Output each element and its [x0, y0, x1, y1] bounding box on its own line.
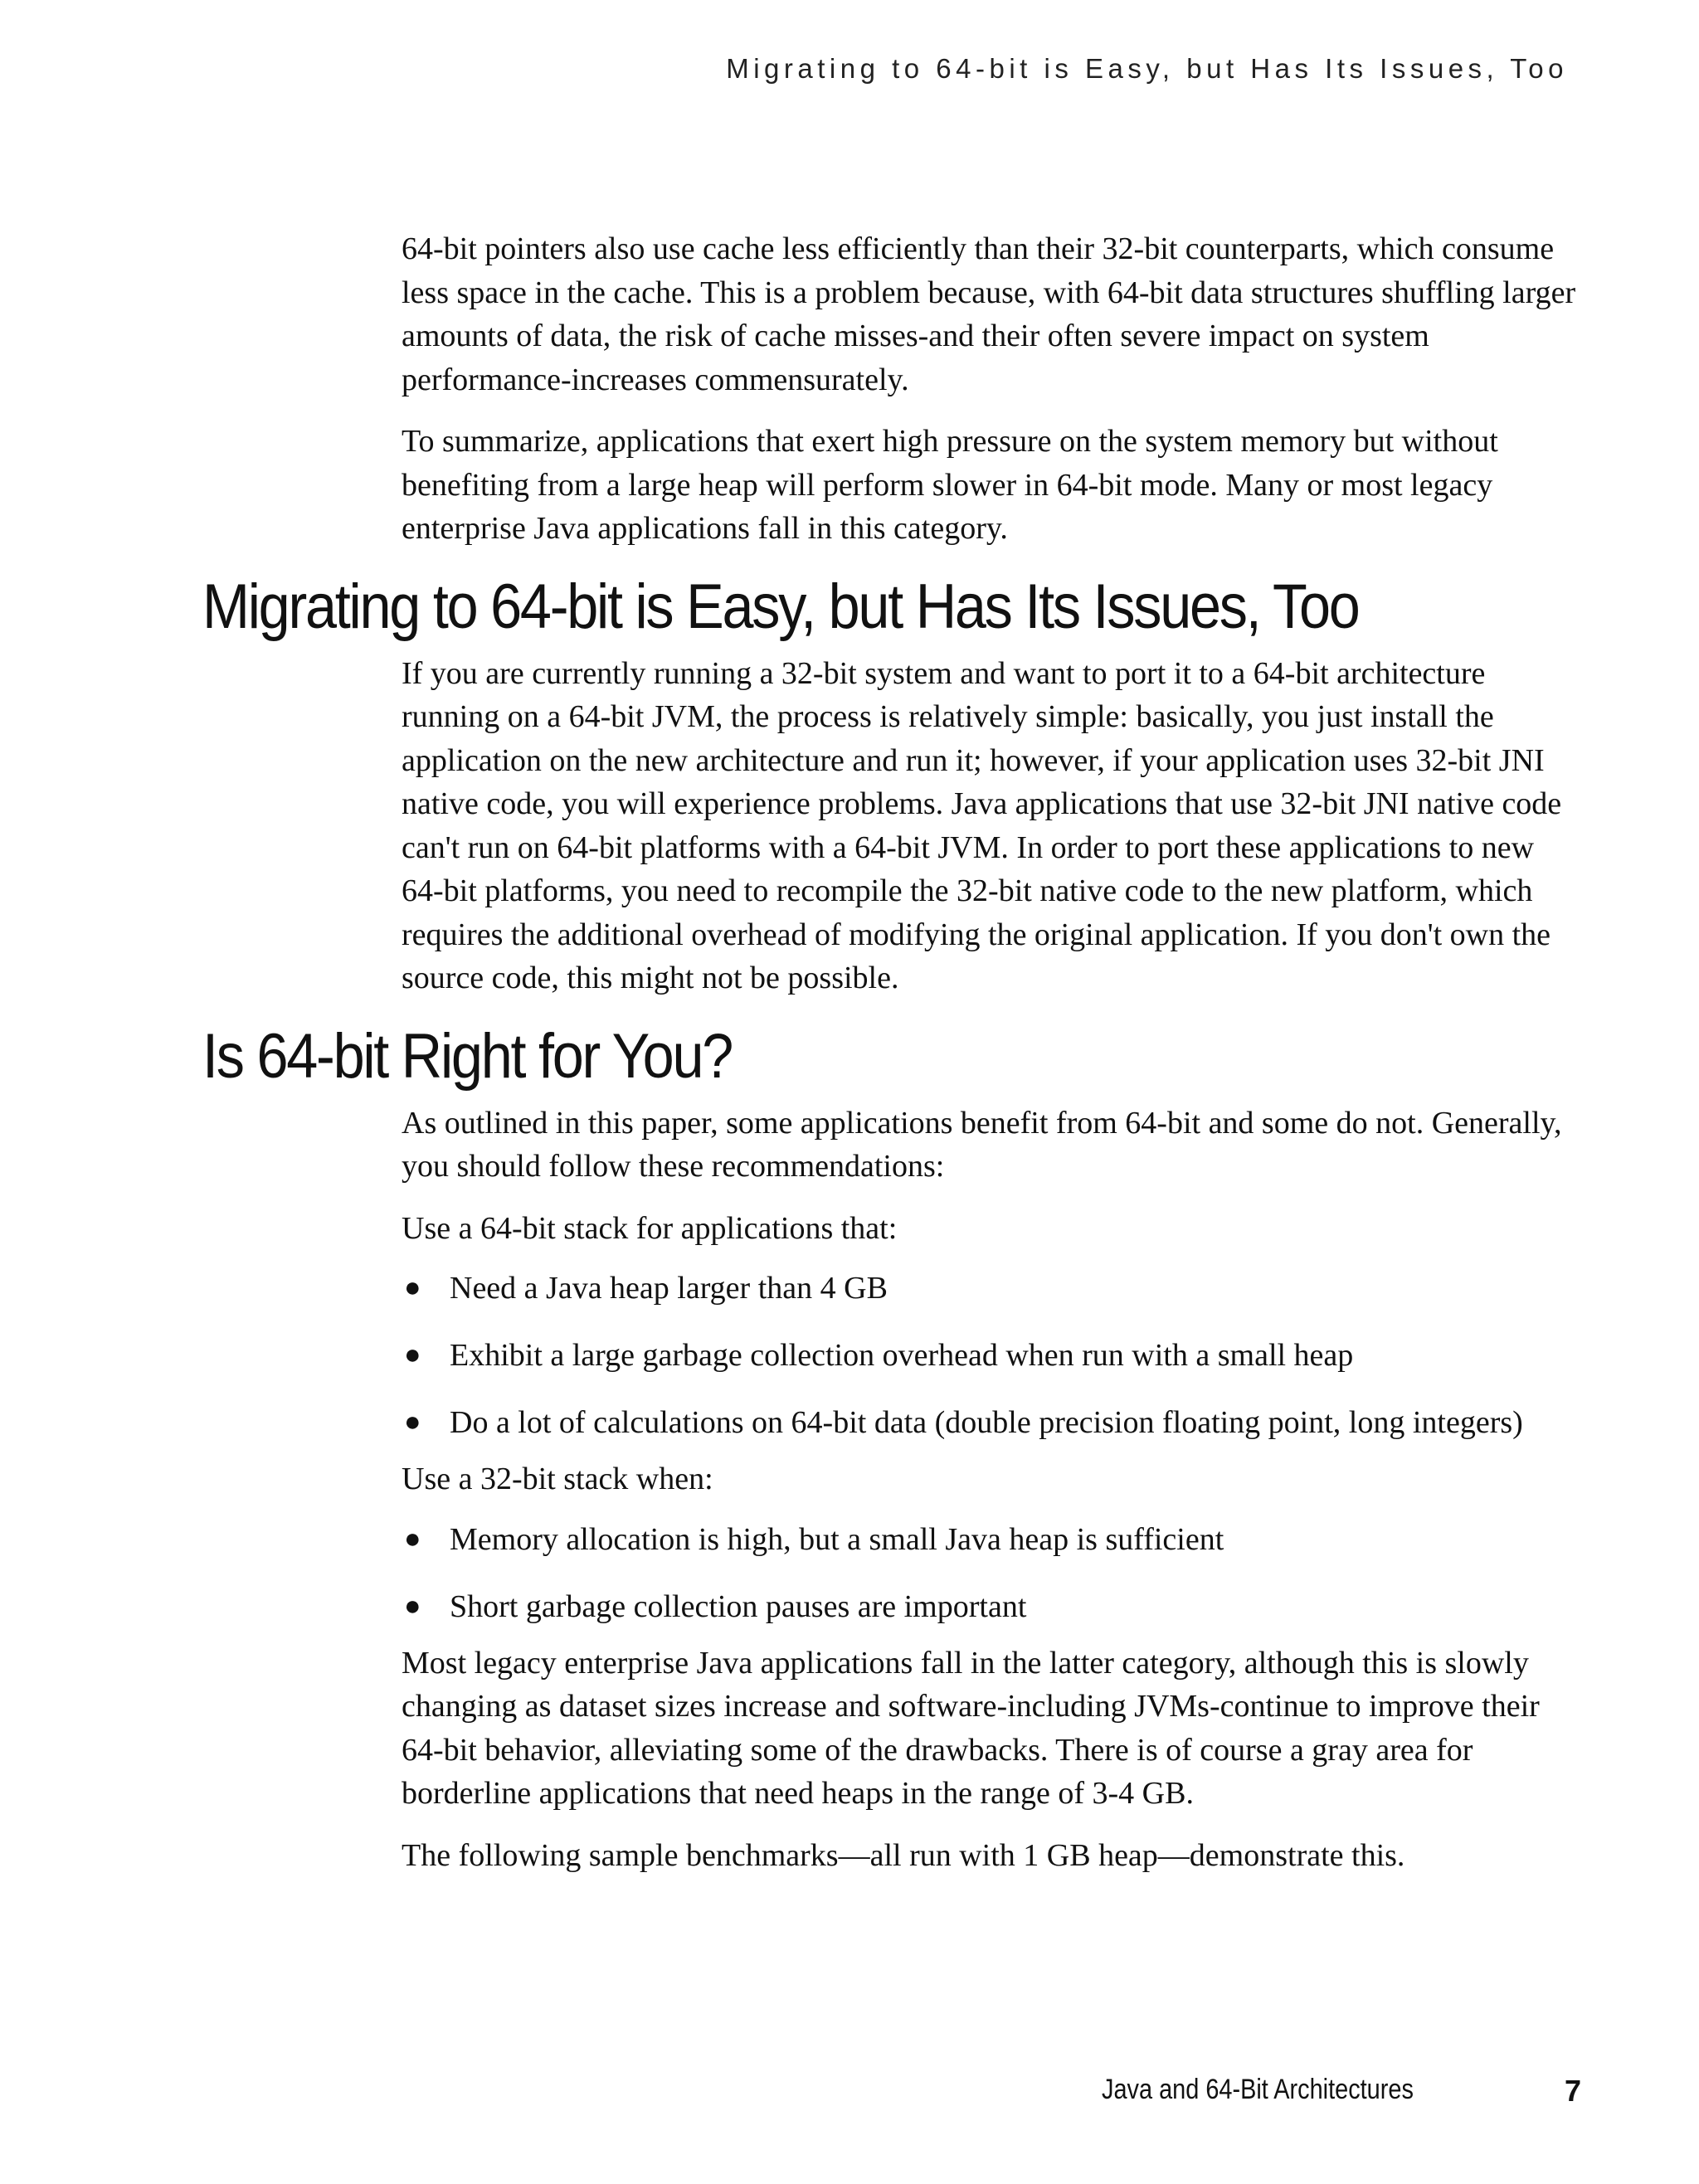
paragraph: The following sample benchmarks—all run with 1 GB heap—demonstrate this. [402, 1837, 1405, 1873]
bullet-icon: ● [404, 1407, 421, 1437]
paragraph: 64-bit pointers also use cache less efficiently than their 32-bit counterparts, which consume less space in the cache. This is a problem because, with 64-bit data structures shuffling larger amounts of data, the risk of cache misses-and their often severe impact on system performance-increases commensurately. [402, 231, 1576, 397]
paragraph: Most legacy enterprise Java applications fall in the latter category, although this is slowly changing as dataset sizes increase and software-including JVMs-continue to improve their 64-bit behavior, alleviating some of the drawbacks. There is of course a gray area for borderline applications that need heaps in the range of 3-4 GB. [402, 1645, 1540, 1811]
page-content [202, 227, 1580, 1895]
section-heading-right-for-you: Is 64-bit Right for You? [202, 1020, 733, 1092]
list-item: ● Exhibit a large garbage collection overhead when run with a small heap [402, 1335, 1580, 1375]
bullet-icon: ● [404, 1523, 421, 1554]
list-64bit [402, 1268, 1580, 1442]
paragraph: If you are currently running a 32-bit system and want to port it to a 64-bit architecture running on a 64-bit JVM, the process is relatively simple: basically, you just install the application on the new architecture and run it; however, if your application uses 32-bit JNI native code, you will experience problems. Java applications that use 32-bit JNI native code can't run on 64-bit platforms with a 64-bit JVM. In order to port these applications to new 64-bit platforms, you need to recompile the 32-bit native code to the new platform, which requires the additional overhead of modifying the original application. If you don't own the source code, this might not be possible. [402, 655, 1562, 995]
intro-section [402, 227, 1580, 551]
bullet-icon: ● [404, 1272, 421, 1303]
list-item: ● Short garbage collection pauses are important [402, 1587, 1580, 1627]
footer-doc-title: Java and 64-Bit Architectures [1102, 2074, 1414, 2105]
bullet-icon: ● [404, 1590, 421, 1622]
right-for-you-section [402, 1102, 1580, 1878]
list-32bit [402, 1520, 1580, 1627]
list-label-64bit: Use a 64-bit stack for applications that: [402, 1210, 898, 1246]
page-number: 7 [1565, 2074, 1582, 2108]
paragraph: As outlined in this paper, some applications benefit from 64-bit and some do not. Generally, you should follow these recommendations: [402, 1105, 1562, 1184]
migrating-section [402, 652, 1580, 1000]
list-item: ● Do a lot of calculations on 64-bit data (double precision floating point, long integers) [402, 1403, 1580, 1442]
list-item: ● Need a Java heap larger than 4 GB [402, 1268, 1580, 1308]
running-header: Migrating to 64-bit is Easy, but Has Its Issues, Too [726, 53, 1568, 84]
list-item: ● Memory allocation is high, but a small Java heap is sufficient [402, 1520, 1580, 1559]
paragraph: To summarize, applications that exert high pressure on the system memory but without benefiting from a large heap will perform slower in 64-bit mode. Many or most legacy enterprise Java applications fall in this category. [402, 424, 1498, 546]
bullet-icon: ● [404, 1340, 421, 1370]
list-label-32bit: Use a 32-bit stack when: [402, 1462, 713, 1496]
section-heading-migrating: Migrating to 64-bit is Easy, but Has Its Issues, Too [202, 571, 1359, 642]
